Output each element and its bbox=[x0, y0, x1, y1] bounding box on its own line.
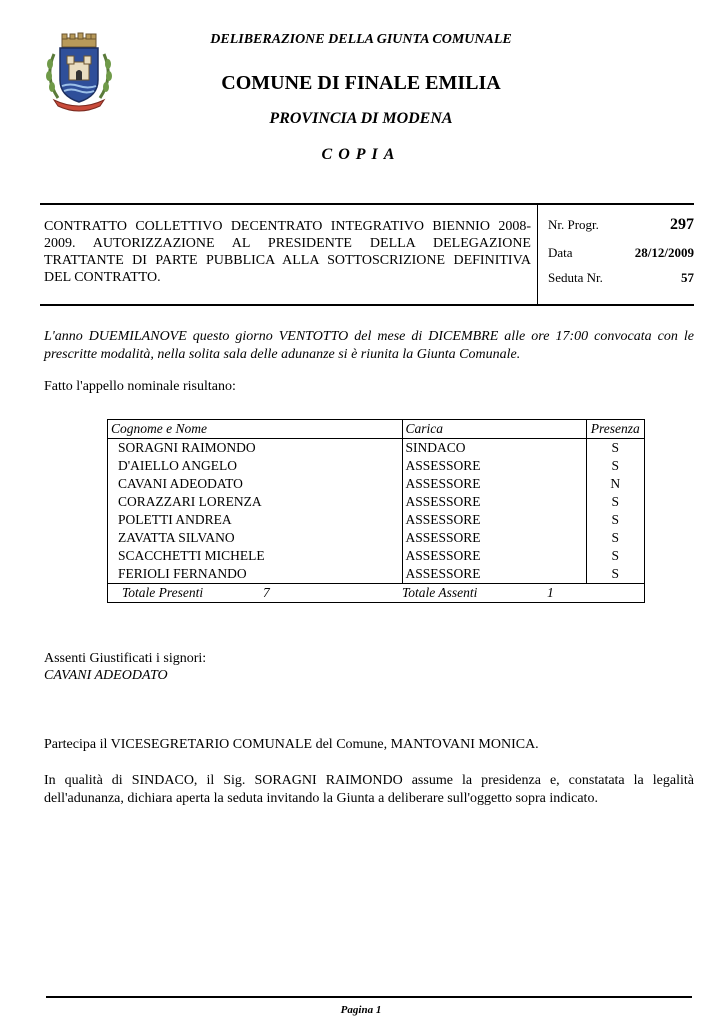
table-row bbox=[108, 439, 645, 458]
table-row bbox=[108, 493, 645, 511]
member-name: CAVANI ADEODATO bbox=[108, 475, 403, 493]
member-name: SORAGNI RAIMONDO bbox=[108, 439, 403, 458]
divider-vertical bbox=[537, 205, 538, 304]
header-presence: Presenza bbox=[586, 420, 645, 439]
member-presence: S bbox=[611, 530, 619, 545]
secretary-paragraph: Partecipa il VICESEGRETARIO COMUNALE del Comune, MANTOVANI MONICA. bbox=[44, 737, 539, 752]
member-name: POLETTI ANDREA bbox=[108, 511, 403, 529]
divider-middle bbox=[40, 304, 694, 306]
member-presence: S bbox=[611, 458, 619, 473]
presidency-paragraph: In qualità di SINDACO, il Sig. SORAGNI RAIMONDO assume la presidenza e, constatata la legalità dell'adunanza, dichiara aperta la seduta invitando la Giunta a deliberare sull'oggetto sopra indicato. bbox=[44, 773, 694, 806]
member-role: ASSESSORE bbox=[402, 475, 586, 493]
member-presence: N bbox=[610, 476, 621, 491]
subject-text: CONTRATTO COLLETTIVO DECENTRATO INTEGRATIVO BIENNIO 2008-2009. AUTORIZZAZIONE AL PRESIDENTE DELLA DELEGAZIONE TRATTANTE DI PARTE PUBBLICA ALLA SOTTOSCRIZIONE DEFINITIVA DEL CONTRATTO. bbox=[44, 219, 531, 285]
totals-present-cell bbox=[108, 584, 403, 603]
header-role: Carica bbox=[402, 420, 586, 439]
member-name: D'AIELLO ANGELO bbox=[108, 457, 403, 475]
data-label: Data bbox=[548, 245, 573, 260]
table-row bbox=[108, 475, 645, 493]
member-presence: S bbox=[586, 565, 645, 584]
member-presence: S bbox=[611, 440, 619, 455]
totals-absent-value: 1 bbox=[547, 585, 554, 600]
divider-footer bbox=[46, 996, 692, 998]
member-name: CORAZZARI LORENZA bbox=[108, 493, 403, 511]
member-presence: S bbox=[611, 494, 619, 509]
roll-call-intro: Fatto l'appello nominale risultano: bbox=[44, 379, 236, 394]
totals-absent-label: Totale Assenti bbox=[402, 585, 478, 600]
member-name: SCACCHETTI MICHELE bbox=[108, 547, 403, 565]
divider-top bbox=[40, 203, 694, 205]
province-subtitle: PROVINCIA DI MODENA bbox=[269, 110, 453, 127]
intro-paragraph: L'anno DUEMILANOVE questo giorno VENTOTTO del mese di DICEMBRE alle ore 17:00 convocata con le prescritte modalità, nella solita sala delle adunanze si è riunita la Giunta Comunale. bbox=[44, 329, 694, 362]
nr-progr-label: Nr. Progr. bbox=[548, 217, 599, 232]
data-value: 28/12/2009 bbox=[634, 245, 694, 260]
table-row bbox=[108, 457, 645, 475]
member-presence: S bbox=[611, 548, 619, 563]
member-role: ASSESSORE bbox=[402, 547, 586, 565]
attendance-header-row bbox=[108, 420, 645, 439]
nr-progr-value: 297 bbox=[670, 216, 694, 233]
document-type-heading: DELIBERAZIONE DELLA GIUNTA COMUNALE bbox=[210, 32, 512, 47]
meta-nr-progr bbox=[548, 217, 694, 237]
justified-absentees-names: CAVANI ADEODATO bbox=[44, 668, 168, 683]
member-name: ZAVATTA SILVANO bbox=[108, 529, 403, 547]
totals-present-label: Totale Presenti bbox=[122, 585, 204, 600]
member-role: ASSESSORE bbox=[402, 493, 586, 511]
totals-present-value: 7 bbox=[263, 585, 270, 600]
table-row bbox=[108, 529, 645, 547]
table-row bbox=[108, 547, 645, 565]
meta-data bbox=[548, 245, 694, 265]
member-name: FERIOLI FERNANDO bbox=[108, 565, 403, 584]
member-role: SINDACO bbox=[402, 439, 586, 458]
table-row bbox=[108, 565, 645, 584]
attendance-table bbox=[107, 419, 645, 603]
member-role: ASSESSORE bbox=[402, 529, 586, 547]
table-row bbox=[108, 511, 645, 529]
seduta-label: Seduta Nr. bbox=[548, 270, 603, 285]
seduta-value: 57 bbox=[681, 270, 694, 285]
member-role: ASSESSORE bbox=[402, 457, 586, 475]
justified-absentees-label: Assenti Giustificati i signori: bbox=[44, 651, 207, 666]
totals-absent-cell bbox=[402, 584, 645, 603]
header-name: Cognome e Nome bbox=[108, 420, 403, 439]
member-role: ASSESSORE bbox=[402, 565, 586, 584]
member-role: ASSESSORE bbox=[402, 511, 586, 529]
copy-label: COPIA bbox=[321, 146, 401, 163]
municipality-title: COMUNE DI FINALE EMILIA bbox=[221, 72, 501, 94]
meta-seduta bbox=[548, 270, 694, 290]
page-number: Pagina 1 bbox=[340, 1004, 382, 1016]
member-presence: S bbox=[611, 512, 619, 527]
totals-row bbox=[108, 584, 645, 603]
